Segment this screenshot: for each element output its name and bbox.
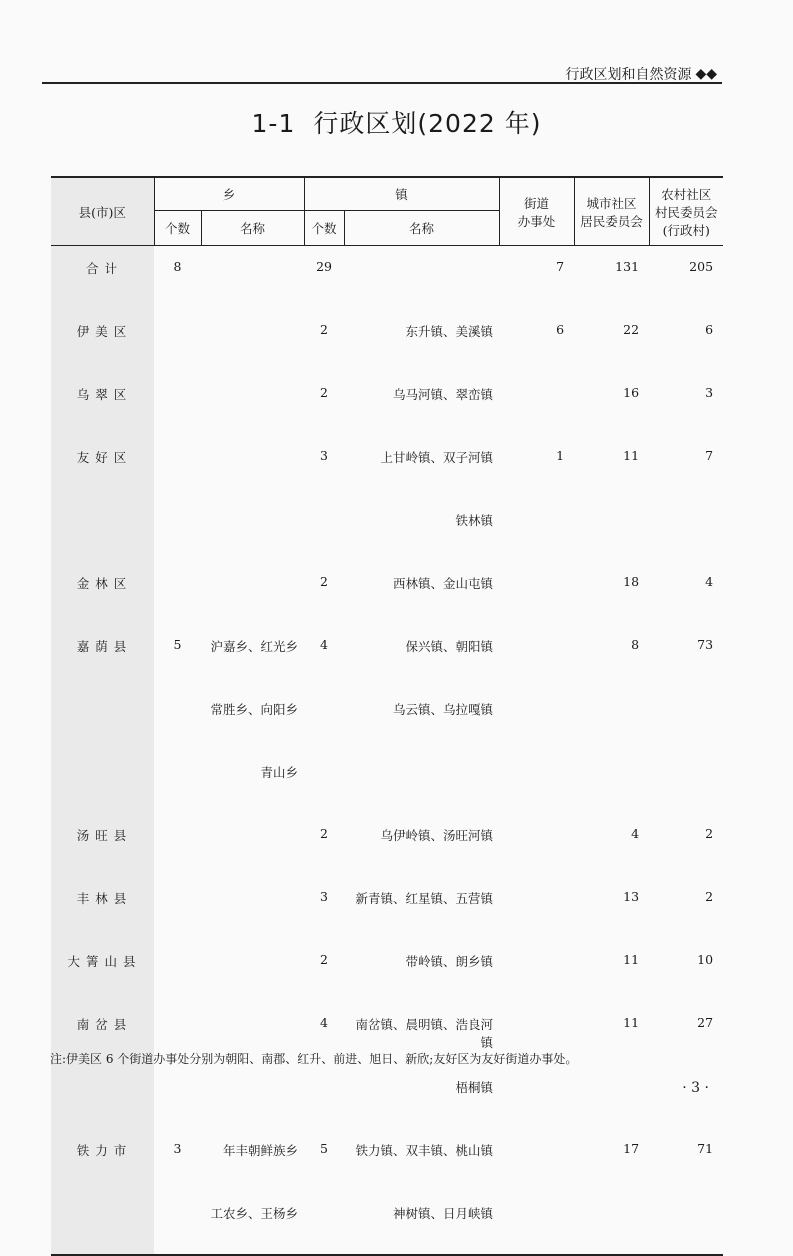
zhen-count-cell (304, 1065, 344, 1128)
rural-cell (649, 687, 723, 750)
col-xiang-header: 乡 (154, 177, 304, 211)
table-row (51, 435, 723, 498)
jiedao-cell (499, 939, 574, 1002)
county-cell (51, 1191, 154, 1255)
city-cell (574, 1065, 649, 1128)
city-cell: 17 (623, 1141, 640, 1156)
rural-cell: 71 (697, 1141, 714, 1156)
col-jiedao-header (499, 177, 574, 246)
xiang-name-cell (201, 246, 304, 310)
rural-cell: 27 (697, 1015, 714, 1030)
zhen-name-cell: 南岔镇、晨明镇、浩良河镇 (355, 1017, 494, 1050)
xiang-count-cell (154, 372, 201, 435)
county-cell: 大箐山县 (51, 939, 154, 1002)
rural-line2: 村民委员会 (655, 204, 718, 220)
xiang-name-header: 名称 (201, 211, 304, 246)
zhen-count-cell (304, 750, 344, 813)
zhen-name-header: 名称 (344, 211, 499, 246)
xiang-name-cell: 沪嘉乡、红光乡 (210, 639, 299, 654)
zhen-name-cell (344, 750, 499, 813)
county-cell (51, 498, 154, 561)
xiang-count-cell (154, 1191, 201, 1255)
xiang-name-cell: 青山乡 (260, 765, 299, 780)
col-county-header: 县(市)区 (51, 177, 154, 246)
rural-line1: 农村社区 (661, 186, 712, 202)
jiedao-cell: 1 (556, 448, 565, 463)
zhen-name-cell: 乌伊岭镇、汤旺河镇 (380, 828, 494, 843)
table-row (51, 1191, 723, 1255)
zhen-name-cell: 保兴镇、朝阳镇 (405, 639, 494, 654)
city-cell: 131 (615, 259, 640, 274)
xiang-count-cell (154, 561, 201, 624)
zhen-name-cell: 铁林镇 (455, 513, 494, 528)
xiang-count-cell (154, 876, 201, 939)
xiang-name-cell (201, 309, 304, 372)
xiang-name-cell (201, 876, 304, 939)
table-row (51, 624, 723, 687)
city-cell: 4 (631, 826, 640, 841)
table-row (51, 876, 723, 939)
xiang-name-cell (201, 435, 304, 498)
rural-line3: (行政村) (662, 222, 710, 238)
xiang-count-cell (154, 750, 201, 813)
rural-cell: 4 (705, 574, 714, 589)
city-line2: 居民委员会 (580, 213, 643, 229)
xiang-name-cell (201, 561, 304, 624)
table-row (51, 372, 723, 435)
zhen-count-cell: 4 (320, 637, 328, 652)
jiedao-cell (499, 1065, 574, 1128)
col-zhen-header: 镇 (304, 177, 499, 211)
zhen-count-cell: 3 (320, 889, 328, 904)
county-cell: 合计 (51, 246, 154, 310)
city-cell: 22 (623, 322, 640, 337)
xiang-count-cell (154, 498, 201, 561)
col-rural-header (649, 177, 723, 246)
rural-cell (649, 1065, 723, 1128)
zhen-count-cell: 2 (320, 826, 328, 841)
rural-cell: 2 (705, 889, 714, 904)
xiang-count-cell: 8 (173, 259, 182, 274)
zhen-count-cell: 2 (320, 574, 328, 589)
table-row (51, 1128, 723, 1191)
xiang-count-cell (154, 813, 201, 876)
zhen-name-cell: 西林镇、金山屯镇 (393, 576, 494, 591)
jiedao-line1: 街道 (524, 195, 550, 211)
page-number: · 3 · (682, 1080, 709, 1096)
jiedao-cell (499, 813, 574, 876)
rural-cell (649, 1191, 723, 1255)
zhen-count-cell: 5 (320, 1141, 328, 1156)
city-cell (574, 1191, 649, 1255)
zhen-count-cell: 2 (320, 385, 328, 400)
table-row (51, 813, 723, 876)
jiedao-cell (499, 624, 574, 687)
division-table (51, 176, 723, 1256)
zhen-name-cell: 梧桐镇 (455, 1080, 494, 1095)
city-cell: 8 (631, 637, 640, 652)
table-body (51, 246, 723, 1256)
rural-cell (649, 498, 723, 561)
xiang-count-cell (154, 435, 201, 498)
zhen-name-cell: 东升镇、美溪镇 (405, 324, 494, 339)
zhen-count-cell: 29 (316, 259, 332, 274)
zhen-name-cell: 神树镇、日月峡镇 (344, 1191, 499, 1255)
zhen-count-cell (304, 498, 344, 561)
running-header (565, 64, 717, 84)
title-text: 行政区划(2022 年) (313, 109, 542, 138)
county-cell (51, 1065, 154, 1128)
county-cell: 伊美区 (51, 309, 154, 372)
xiang-count-cell (154, 939, 201, 1002)
city-cell: 11 (623, 1015, 640, 1030)
table-row (51, 1065, 723, 1128)
county-cell: 嘉荫县 (51, 624, 154, 687)
xiang-name-cell: 工农乡、王杨乡 (201, 1191, 304, 1255)
footnote: 注:伊美区 6 个街道办事处分别为朝阳、南郡、红升、前进、旭日、新欣;友好区为友好街道办事处。 (50, 1052, 578, 1066)
city-cell (574, 498, 649, 561)
xiang-count-header: 个数 (154, 211, 201, 246)
diamond-icon: ◆◆ (695, 66, 717, 82)
county-cell: 汤旺县 (51, 813, 154, 876)
county-cell: 友好区 (51, 435, 154, 498)
table-row (51, 561, 723, 624)
col-city-header (574, 177, 649, 246)
xiang-count-cell: 5 (173, 637, 182, 652)
zhen-count-header: 个数 (304, 211, 344, 246)
zhen-count-cell (304, 1191, 344, 1255)
xiang-name-cell (201, 498, 304, 561)
county-cell: 乌翠区 (51, 372, 154, 435)
rural-cell: 2 (705, 826, 714, 841)
jiedao-cell (499, 687, 574, 750)
county-cell: 南岔县 (51, 1002, 154, 1065)
rural-cell: 6 (705, 322, 714, 337)
city-cell (574, 687, 649, 750)
jiedao-cell (499, 1191, 574, 1255)
county-cell (51, 750, 154, 813)
jiedao-cell: 7 (556, 259, 565, 274)
zhen-name-cell: 带岭镇、朗乡镇 (405, 954, 494, 969)
zhen-name-cell: 上甘岭镇、双子河镇 (380, 450, 494, 465)
rural-cell: 10 (697, 952, 714, 967)
table-row (51, 939, 723, 1002)
county-cell: 丰林县 (51, 876, 154, 939)
zhen-count-cell: 4 (320, 1015, 328, 1030)
county-cell: 铁力市 (51, 1128, 154, 1191)
zhen-name-cell (344, 246, 499, 310)
xiang-count-cell (154, 309, 201, 372)
jiedao-cell (499, 372, 574, 435)
header-section: 行政区划和自然资源 (565, 67, 692, 83)
zhen-name-cell: 铁力镇、双丰镇、桃山镇 (355, 1143, 494, 1158)
rural-cell: 205 (689, 259, 714, 274)
rural-cell: 3 (705, 385, 714, 400)
xiang-count-cell (154, 687, 201, 750)
xiang-name-cell (201, 939, 304, 1002)
zhen-name-cell: 乌马河镇、翠峦镇 (393, 387, 494, 402)
title-number: 1-1 (251, 109, 296, 138)
zhen-count-cell: 3 (320, 448, 328, 463)
rural-cell (649, 750, 723, 813)
zhen-count-cell: 2 (320, 952, 328, 967)
table-row (51, 750, 723, 813)
xiang-name-cell (201, 1065, 304, 1128)
city-cell: 16 (623, 385, 640, 400)
rural-cell: 7 (705, 448, 714, 463)
rural-cell: 73 (697, 637, 714, 652)
xiang-count-cell (154, 1065, 201, 1128)
city-cell (574, 750, 649, 813)
city-cell: 11 (623, 448, 640, 463)
zhen-count-cell: 2 (320, 322, 328, 337)
county-cell (51, 687, 154, 750)
jiedao-line2: 办事处 (517, 213, 556, 229)
xiang-name-cell: 年丰朝鲜族乡 (223, 1143, 299, 1158)
xiang-name-cell (201, 372, 304, 435)
county-cell: 金林区 (51, 561, 154, 624)
jiedao-cell (499, 1128, 574, 1191)
jiedao-cell (499, 750, 574, 813)
city-line1: 城市社区 (586, 195, 637, 211)
jiedao-cell (499, 561, 574, 624)
city-cell: 18 (623, 574, 640, 589)
jiedao-cell: 6 (556, 322, 565, 337)
table-row (51, 246, 723, 310)
city-cell: 13 (623, 889, 640, 904)
xiang-count-cell: 3 (173, 1141, 182, 1156)
table-row (51, 309, 723, 372)
xiang-name-cell: 常胜乡、向阳乡 (210, 702, 299, 717)
zhen-name-cell: 新青镇、红星镇、五营镇 (355, 891, 494, 906)
city-cell: 11 (623, 952, 640, 967)
page-title (0, 104, 793, 140)
jiedao-cell (499, 498, 574, 561)
zhen-name-cell: 乌云镇、乌拉嘎镇 (393, 702, 494, 717)
zhen-count-cell (304, 687, 344, 750)
xiang-name-cell (201, 813, 304, 876)
jiedao-cell (499, 876, 574, 939)
table-row (51, 498, 723, 561)
table-row (51, 687, 723, 750)
